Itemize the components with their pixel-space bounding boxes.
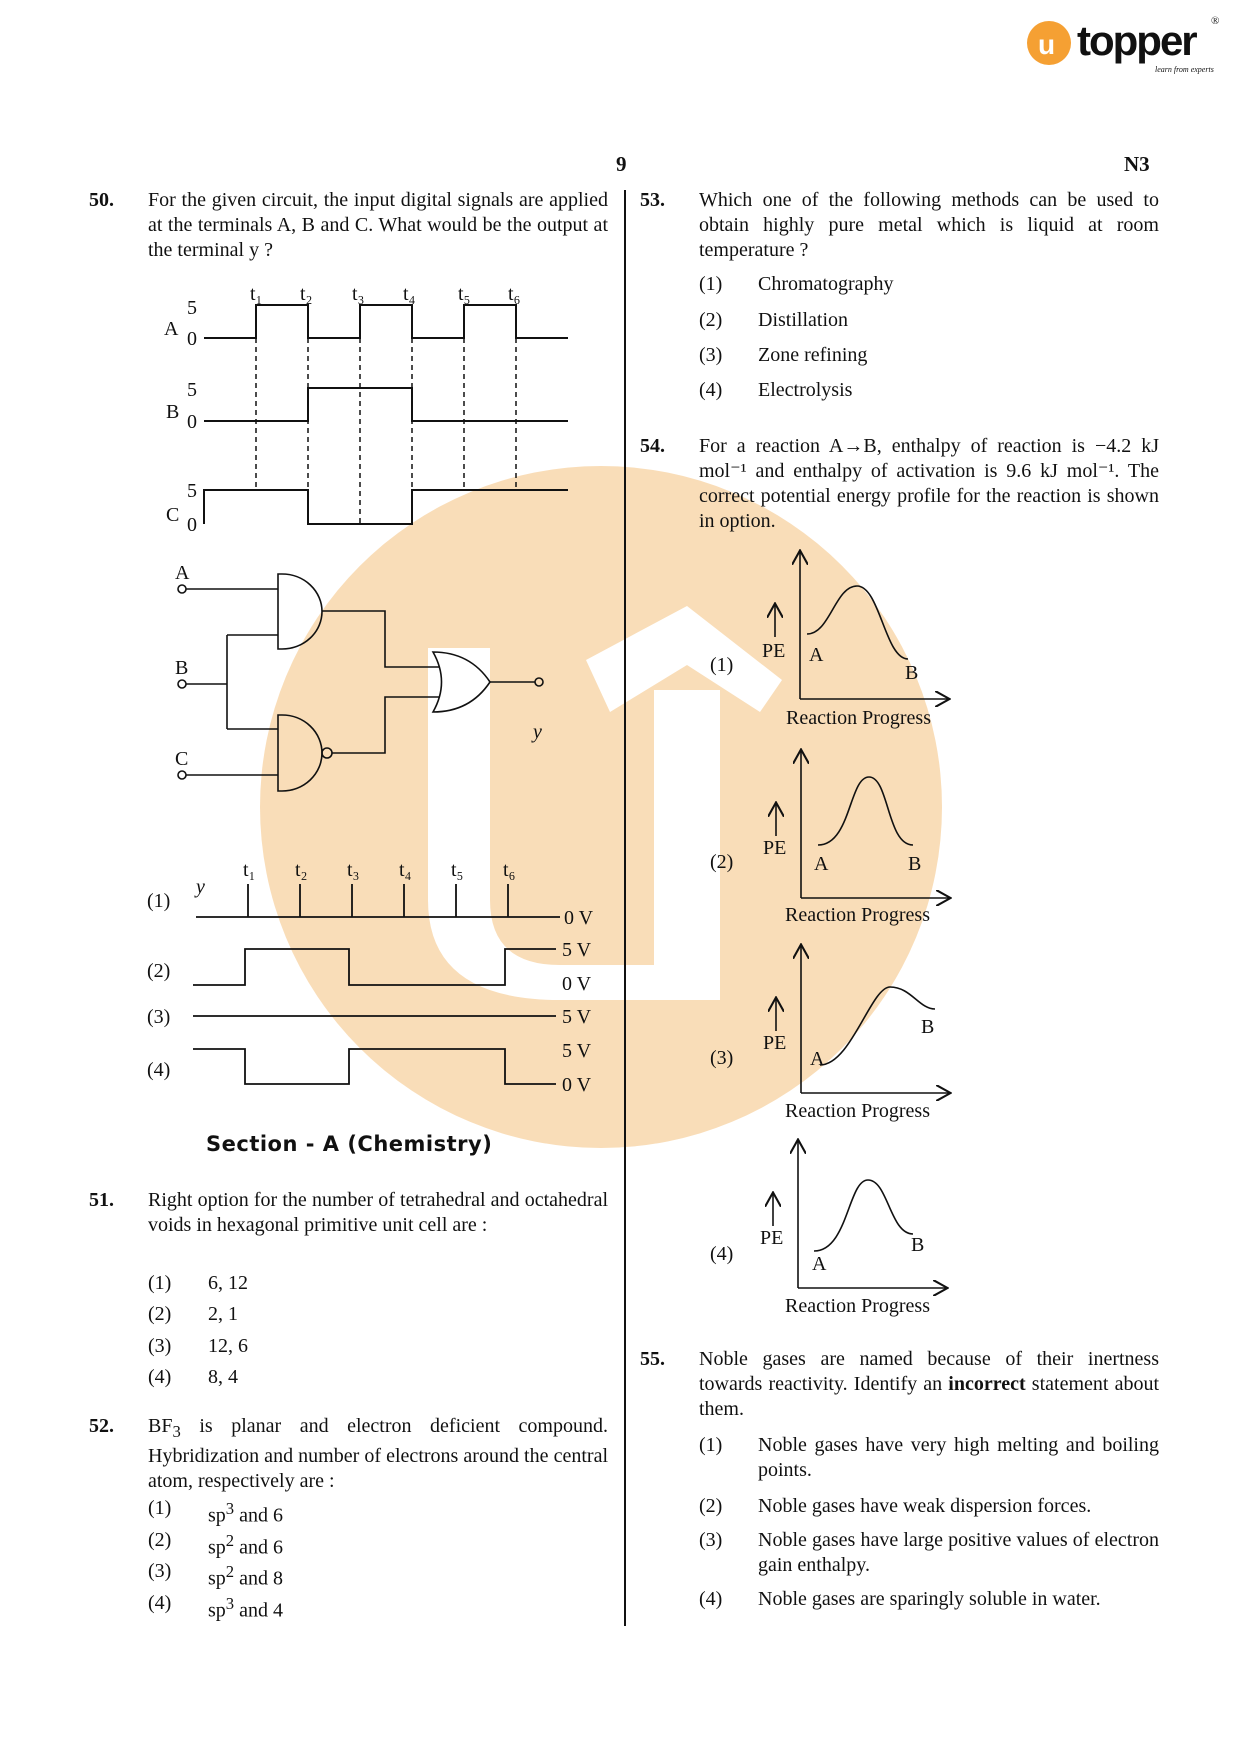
question-number: 50. xyxy=(89,189,114,211)
option-text[interactable]: Noble gases have very high melting and boiling points. xyxy=(758,1434,1159,1481)
terminal-y xyxy=(535,678,543,686)
option-number[interactable]: (2) xyxy=(147,960,171,982)
option-text[interactable] xyxy=(208,1559,283,1592)
tick-label: t₄ xyxy=(399,859,412,881)
signal-b-wave xyxy=(204,388,568,421)
pe-profile-options xyxy=(626,0,1026,1340)
question-text: Right option for the number of tetrahedral and octahedral voids in hexagonal primitive unit cell are : xyxy=(148,1189,608,1236)
signal-low: 0 xyxy=(187,328,197,350)
option-1-wave xyxy=(196,884,560,917)
text-part: sp xyxy=(208,1567,226,1590)
option-text[interactable] xyxy=(208,1528,283,1561)
question-text xyxy=(148,1414,608,1494)
signal-name: C xyxy=(166,504,180,526)
question-number: 53. xyxy=(640,189,665,211)
registered-mark: ® xyxy=(1211,15,1220,27)
input-label: C xyxy=(175,748,189,770)
option-number[interactable]: (3) xyxy=(148,1560,172,1582)
option-number[interactable]: (2) xyxy=(148,1303,172,1325)
pe-graph-option-3[interactable] xyxy=(710,946,949,1122)
x-axis-label: Reaction Progress xyxy=(785,1100,930,1122)
answer-labels xyxy=(147,859,594,1096)
tick-label: t₂ xyxy=(295,859,308,881)
reactant-label: A xyxy=(810,1048,825,1070)
signal-low: 0 xyxy=(187,514,197,536)
option-text[interactable]: 2, 1 xyxy=(208,1303,238,1325)
product-label: B xyxy=(921,1016,935,1038)
tick-label: t₃ xyxy=(347,859,360,881)
question-number: 52. xyxy=(89,1415,114,1437)
option-number[interactable]: (3) xyxy=(147,1006,171,1028)
signal-high: 5 xyxy=(187,297,197,319)
option-number: (2) xyxy=(710,851,734,873)
question-text: Which one of the following methods can be used to obtain highly pure metal which is liquid at room temperature ? xyxy=(699,189,1159,261)
voltage-label: 0 V xyxy=(562,1074,592,1096)
terminal-a xyxy=(178,585,186,593)
option-number[interactable]: (4) xyxy=(699,379,723,401)
terminal-b xyxy=(178,680,186,688)
reactant-label: A xyxy=(814,853,829,875)
logic-circuit xyxy=(178,574,543,791)
reactant-label: A xyxy=(809,644,824,666)
tick-label: t₁ xyxy=(243,859,256,881)
option-number[interactable]: (3) xyxy=(699,344,723,366)
input-label: B xyxy=(175,657,189,679)
answer-waveforms xyxy=(193,884,560,1084)
option-text[interactable]: Zone refining xyxy=(758,344,868,366)
question-number: 54. xyxy=(640,435,665,457)
tick-label: t₁ xyxy=(250,283,263,305)
reactant-label: A xyxy=(812,1253,827,1275)
superscript: 3 xyxy=(225,1594,235,1613)
option-text[interactable]: Chromatography xyxy=(758,273,894,295)
option-number[interactable]: (3) xyxy=(148,1335,172,1357)
energy-curve xyxy=(818,777,913,845)
tick-label: t₄ xyxy=(403,283,416,305)
circuit-labels xyxy=(175,562,542,770)
energy-curve xyxy=(820,987,935,1065)
text-part: sp xyxy=(208,1504,226,1527)
section-title: Section - A (Chemistry) xyxy=(206,1132,493,1156)
subscript: 3 xyxy=(172,1422,181,1441)
option-text[interactable]: Noble gases are sparingly soluble in water. xyxy=(758,1588,1101,1610)
voltage-label: 5 V xyxy=(562,1006,592,1028)
option-4-wave xyxy=(193,1049,556,1084)
option-number[interactable]: (1) xyxy=(148,1497,172,1519)
signal-a-wave xyxy=(204,305,568,338)
tick-label: t₂ xyxy=(300,283,313,305)
option-text[interactable]: Noble gases have weak dispersion forces. xyxy=(758,1495,1092,1517)
option-number[interactable]: (2) xyxy=(699,309,723,331)
option-text[interactable]: 8, 4 xyxy=(208,1366,238,1388)
pe-graph-option-2[interactable] xyxy=(710,751,949,926)
option-number[interactable]: (1) xyxy=(699,1434,723,1456)
question-number: 55. xyxy=(640,1348,665,1370)
emphasis-text: incorrect xyxy=(948,1373,1026,1395)
tick-label: t₃ xyxy=(352,283,365,305)
signal-name: A xyxy=(164,318,179,340)
option-number[interactable]: (1) xyxy=(147,890,171,912)
output-label: y xyxy=(533,721,542,743)
input-label: A xyxy=(175,562,190,584)
text-part: BF xyxy=(148,1415,173,1437)
option-number[interactable]: (4) xyxy=(147,1059,171,1081)
option-text[interactable]: Noble gases have large positive values of electron gain enthalpy. xyxy=(758,1529,1159,1576)
x-axis-label: Reaction Progress xyxy=(785,1295,930,1317)
pe-graph-option-4[interactable] xyxy=(710,1141,946,1317)
tick-label: t₅ xyxy=(451,859,464,881)
option-text[interactable] xyxy=(208,1591,283,1624)
product-label: B xyxy=(908,853,922,875)
x-axis-label: Reaction Progress xyxy=(786,707,931,729)
text-part: sp xyxy=(208,1599,226,1622)
option-number[interactable]: (4) xyxy=(148,1366,172,1388)
option-number[interactable]: (4) xyxy=(699,1588,723,1610)
nand-gate xyxy=(278,715,322,791)
text-part: is planar and electron deficient compound. Hybridization and number of electrons around the central atom, respectively are : xyxy=(148,1415,608,1492)
svg-text:u: u xyxy=(1038,29,1056,60)
terminal-c xyxy=(178,771,186,779)
voltage-label: 5 V xyxy=(562,939,592,961)
option-number[interactable]: (2) xyxy=(699,1495,723,1517)
option-text[interactable]: Distillation xyxy=(758,309,848,331)
option-number[interactable]: (3) xyxy=(699,1529,723,1551)
text-part: statement about them. xyxy=(699,1373,1160,1420)
timing-labels xyxy=(164,283,521,536)
voltage-label: 0 V xyxy=(564,907,594,929)
question-text xyxy=(699,1347,1159,1422)
time-guides xyxy=(256,338,516,524)
pe-label: PE xyxy=(763,837,787,859)
text-part: and 6 xyxy=(234,1504,284,1527)
option-number: (1) xyxy=(710,654,734,676)
superscript: 2 xyxy=(225,1531,235,1550)
voltage-label: 5 V xyxy=(562,1040,592,1062)
paper-code: N3 xyxy=(1124,152,1150,176)
superscript: 3 xyxy=(225,1499,235,1518)
timing-diagram xyxy=(204,305,568,524)
voltage-label: 0 V xyxy=(562,973,592,995)
option-number[interactable]: (1) xyxy=(148,1272,172,1294)
q50-diagrams xyxy=(0,0,625,1130)
logo-text: topper xyxy=(1077,17,1196,64)
tick-label: t₆ xyxy=(503,859,516,881)
x-axis-label: Reaction Progress xyxy=(785,904,930,926)
nand-bubble xyxy=(322,748,332,758)
pe-label: PE xyxy=(762,640,786,662)
pe-label: PE xyxy=(763,1032,787,1054)
pe-label: PE xyxy=(760,1227,784,1249)
or-gate xyxy=(433,652,490,712)
signal-high: 5 xyxy=(187,480,197,502)
option-text[interactable]: 6, 12 xyxy=(208,1272,248,1294)
superscript: 2 xyxy=(225,1562,235,1581)
question-text: For the given circuit, the input digital signals are applied at the terminals A, B and C. What would be the output at the terminal y ? xyxy=(148,189,608,261)
text-part: Noble gases are named because of their inertness towards reactivity. Identify an xyxy=(699,1348,1159,1395)
option-number[interactable]: (2) xyxy=(148,1529,172,1551)
y-label: y xyxy=(196,876,205,898)
text-part: and 8 xyxy=(234,1567,284,1590)
option-text[interactable]: Electrolysis xyxy=(758,379,853,401)
signal-high: 5 xyxy=(187,379,197,401)
product-label: B xyxy=(905,662,919,684)
tick-label: t₅ xyxy=(458,283,471,305)
option-number[interactable]: (1) xyxy=(699,273,723,295)
signal-name: B xyxy=(166,401,180,423)
option-text[interactable]: 12, 6 xyxy=(208,1335,248,1357)
option-number: (4) xyxy=(710,1243,734,1265)
question-text: For a reaction A→B, enthalpy of reaction is −4.2 kJ mol⁻¹ and enthalpy of activation is 9.6 kJ mol⁻¹. The correct potential energy profile for the reaction is shown in option. xyxy=(699,435,1159,532)
option-2-wave xyxy=(193,949,556,985)
option-number[interactable]: (4) xyxy=(148,1592,172,1614)
page-number: 9 xyxy=(616,152,627,176)
question-number: 51. xyxy=(89,1189,114,1211)
tick-label: t₆ xyxy=(508,283,521,305)
text-part: sp xyxy=(208,1536,226,1559)
energy-curve xyxy=(814,1180,913,1251)
logo-tagline: learn from experts xyxy=(1155,65,1214,74)
product-label: B xyxy=(911,1234,925,1256)
text-part: and 4 xyxy=(234,1599,284,1622)
option-text[interactable] xyxy=(208,1496,283,1529)
and-gate xyxy=(278,574,322,649)
logo xyxy=(1025,15,1225,77)
text-part: and 6 xyxy=(234,1536,284,1559)
signal-c-wave xyxy=(204,490,568,524)
pe-graph-option-1[interactable] xyxy=(710,552,948,729)
option-number: (3) xyxy=(710,1047,734,1069)
signal-low: 0 xyxy=(187,411,197,433)
